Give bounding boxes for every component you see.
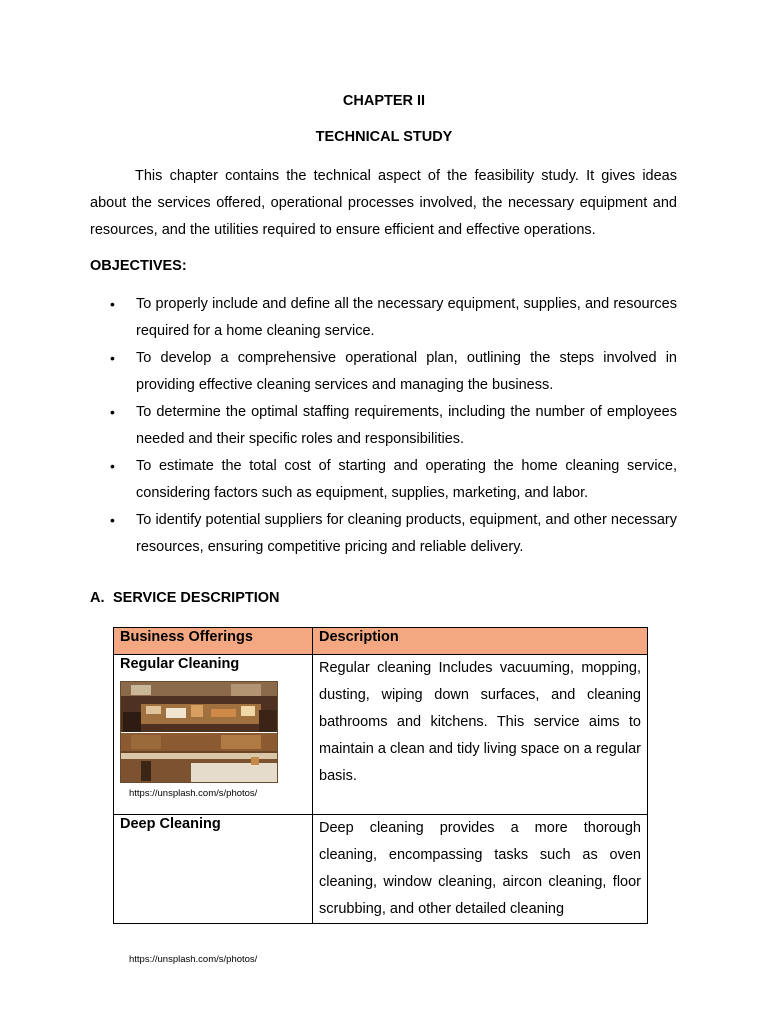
- objective-item: [90, 399, 677, 453]
- bullet-icon: •: [110, 296, 115, 312]
- description-text: Regular cleaning Includes vacuuming, mopping, dusting, wiping down surfaces, and cleaning bathrooms and kitchens. This service aims to maintain a clean and tidy living space on a regular basis.: [319, 660, 641, 784]
- section-heading: [90, 590, 280, 606]
- objective-text: To determine the optimal staffing requirements, including the number of employees needed and their specific roles and responsibilities.: [136, 404, 677, 447]
- table-header-row: [114, 628, 648, 655]
- footer-image-credit[interactable]: https://unsplash.com/s/photos/: [129, 954, 258, 965]
- bullet-icon: •: [110, 404, 115, 420]
- chapter-label: CHAPTER II: [342, 93, 426, 109]
- photo-kitchen: [121, 733, 278, 783]
- offering-cell: [114, 655, 313, 815]
- column-header-offerings: Business Offerings: [114, 628, 313, 655]
- objective-text: To properly include and define all the necessary equipment, supplies, and resources required for a home cleaning service.: [136, 296, 677, 339]
- objectives-list: [90, 291, 677, 561]
- table-row: [114, 655, 648, 815]
- section-title: SERVICE DESCRIPTION: [113, 590, 280, 606]
- objective-item: [90, 291, 677, 345]
- service-table: [113, 627, 648, 924]
- chapter-title: TECHNICAL STUDY: [315, 129, 453, 145]
- objective-item: [90, 507, 677, 561]
- bullet-icon: •: [110, 458, 115, 474]
- intro-paragraph: This chapter contains the technical aspect of the feasibility study. It gives ideas about the services offered, operational processes involved, the necessary equipment and resources, and the utilities required to ensure efficient and effective operations.: [90, 168, 677, 238]
- image-credit[interactable]: https://unsplash.com/s/photos/: [129, 788, 258, 799]
- bullet-icon: •: [110, 350, 115, 366]
- objectives-heading: OBJECTIVES:: [90, 258, 187, 274]
- description-text: Deep cleaning provides a more thorough cleaning, encompassing tasks such as oven cleaning, window cleaning, aircon cleaning, floor scrubbing, and other detailed cleaning: [319, 820, 641, 917]
- description-cell: [313, 815, 648, 924]
- objective-item: [90, 345, 677, 399]
- offering-cell: [114, 815, 313, 924]
- objective-item: [90, 453, 677, 507]
- bullet-icon: •: [110, 512, 115, 528]
- cleaning-photo: [120, 681, 278, 783]
- section-number: A.: [90, 590, 105, 606]
- offering-name: Deep Cleaning: [120, 816, 221, 832]
- objective-text: To estimate the total cost of starting and operating the home cleaning service, considering factors such as equipment, supplies, marketing, and labor.: [136, 458, 677, 501]
- table-row: [114, 815, 648, 924]
- objective-text: To develop a comprehensive operational plan, outlining the steps involved in providing effective cleaning services and managing the business.: [136, 350, 677, 393]
- offering-name: Regular Cleaning: [120, 656, 240, 672]
- description-cell: [313, 655, 648, 815]
- column-header-description: Description: [313, 628, 648, 655]
- objective-text: To identify potential suppliers for cleaning products, equipment, and other necessary resources, ensuring competitive pricing and reliable delivery.: [136, 512, 677, 555]
- photo-living-room: [121, 682, 278, 732]
